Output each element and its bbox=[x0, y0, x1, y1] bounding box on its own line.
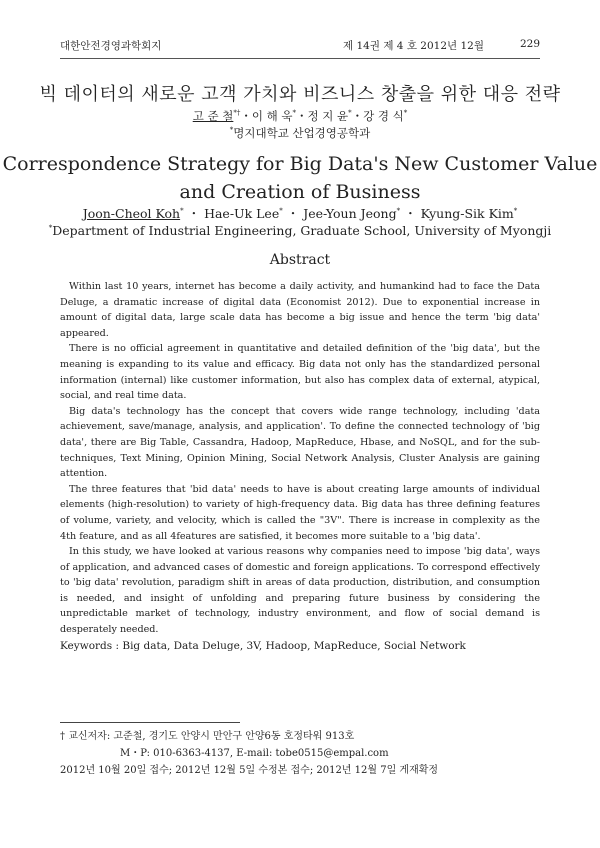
korean-title: 빅 데이터의 새로운 고객 가치와 비즈니스 창출을 위한 대응 전략 bbox=[39, 84, 561, 105]
english-author-4: Kyung-Sik Kim bbox=[420, 206, 514, 221]
korean-author-2: 이 해 욱 bbox=[251, 109, 293, 123]
corresponding-author-note bbox=[60, 728, 540, 745]
english-author-1: Joon-Cheol Koh bbox=[82, 206, 181, 221]
korean-author-4: 강 경 식 bbox=[363, 109, 404, 123]
footnotes bbox=[60, 728, 540, 779]
korean-author-1: 고 준 철 bbox=[192, 109, 234, 123]
contact-info: M・P: 010-6363-4137, E-mail: tobe0515@empal.com bbox=[120, 748, 389, 759]
abstract-paragraph-5: In this study, we have looked at various reasons why companies need to impose 'big data', ways of application, and advanced cases of domestic and foreign applications. To correspond effectively to 'big data' revolution, paradigm shift in areas of data production, distribution, and consumption is needed, and insight of unfolding and preparing future business by considering the unpredictable market of technology, industry environment, and flow of social demand is desperately needed. bbox=[60, 546, 540, 636]
abstract-heading: Abstract bbox=[269, 252, 331, 268]
korean-author-3: 정 지 윤 bbox=[307, 109, 349, 123]
keywords: Keywords : Big data, Data Deluge, 3V, Hadoop, MapReduce, Social Network bbox=[60, 639, 466, 652]
english-affiliation-text: Department of Industrial Engineering, Graduate School, University of Myongji bbox=[52, 223, 552, 238]
corresponding-author-text: 교신저자: 고준철, 경기도 안양시 만안구 안양6동 호정타워 913호 bbox=[68, 731, 355, 742]
english-author-1-mark: * bbox=[180, 206, 184, 215]
journal-name: 대한안전경영과학회지 bbox=[60, 40, 162, 52]
english-title bbox=[0, 150, 600, 206]
english-author-3: Jee-Youn Jeong bbox=[303, 206, 397, 221]
korean-author-1-mark: *† bbox=[233, 109, 241, 118]
dagger-mark: † bbox=[60, 731, 65, 742]
issue-info: 제 14권 제 4 호 2012년 12월 bbox=[343, 40, 485, 52]
submission-dates: 2012년 10월 20일 접수; 2012년 12월 5일 수정본 접수; 2012년 12월 7일 게재확정 bbox=[60, 765, 439, 776]
header-rule bbox=[60, 58, 540, 59]
english-title-line-2: and Creation of Business bbox=[179, 181, 421, 203]
korean-affiliation-text: 명지대학교 산업경영공학과 bbox=[233, 126, 371, 140]
english-author-4-mark: * bbox=[513, 206, 518, 215]
english-author-3-mark: * bbox=[396, 206, 401, 215]
footnote-rule bbox=[60, 722, 240, 723]
english-affiliation-mark: * bbox=[48, 223, 53, 232]
korean-author-2-mark: * bbox=[292, 109, 296, 118]
page-number: 229 bbox=[519, 38, 540, 50]
korean-authors: 고 준 철*†・이 해 욱*・정 지 윤*・강 경 식* bbox=[192, 109, 408, 123]
korean-affiliation bbox=[0, 125, 600, 141]
abstract-paragraph-1: Within last 10 years, internet has become a daily activity, and humankind had to face the Data Deluge, a dramatic increase of digital data (Economist 2012). Due to exponential increase in amount of digital data, large scale data has become a big issue and hence the term 'big data' appeared. bbox=[60, 281, 540, 339]
korean-author-3-mark: * bbox=[348, 109, 352, 118]
abstract-paragraph-4: The three features that 'bid data' needs to have is about creating large amounts of individual elements (high-resolution) to variety of high-frequency data. Big data has three defining features of volume, variety, and velocity, which is called the "3V". There is increase in complexity as the 4th feature, and as all 4features are satisfied, it becomes more suitable to a 'big data'. bbox=[60, 483, 540, 542]
english-author-2: Hae-Uk Lee bbox=[204, 206, 280, 221]
korean-affiliation-mark: * bbox=[229, 126, 234, 135]
abstract-body bbox=[60, 279, 540, 654]
english-author-2-mark: * bbox=[279, 206, 283, 215]
english-title-line-1: Correspondence Strategy for Big Data's New Customer Value bbox=[2, 153, 598, 175]
english-affiliation bbox=[0, 223, 600, 238]
abstract-paragraph-3: Big data's technology has the concept that covers wide range technology, including 'data achievement, save/manage, analysis, and application'. To define the connected technology of 'big data', there are Big Table, Cassandra, Hadoop, MapReduce, Hbase, and NoSQL, and for the sub-techniques, Text Mining, Opinion Mining, Social Network Analysis, Cluster Analysis are gaining attention. bbox=[60, 405, 540, 480]
korean-author-4-mark: * bbox=[403, 109, 408, 118]
running-header bbox=[60, 38, 540, 54]
english-authors: Joon-Cheol Koh* ・ Hae-Uk Lee* ・ Jee-Youn Jeong* ・ Kyung-Sik Kim* bbox=[82, 206, 518, 221]
abstract-paragraph-2: There is no official agreement in quantitative and detailed definition of the 'big data', but the meaning is expanding to its value and efficacy. Big data not only has the standardized personal information (internal) like customer information, but also has complex data of external, atypical, social, and real time data. bbox=[60, 343, 540, 402]
